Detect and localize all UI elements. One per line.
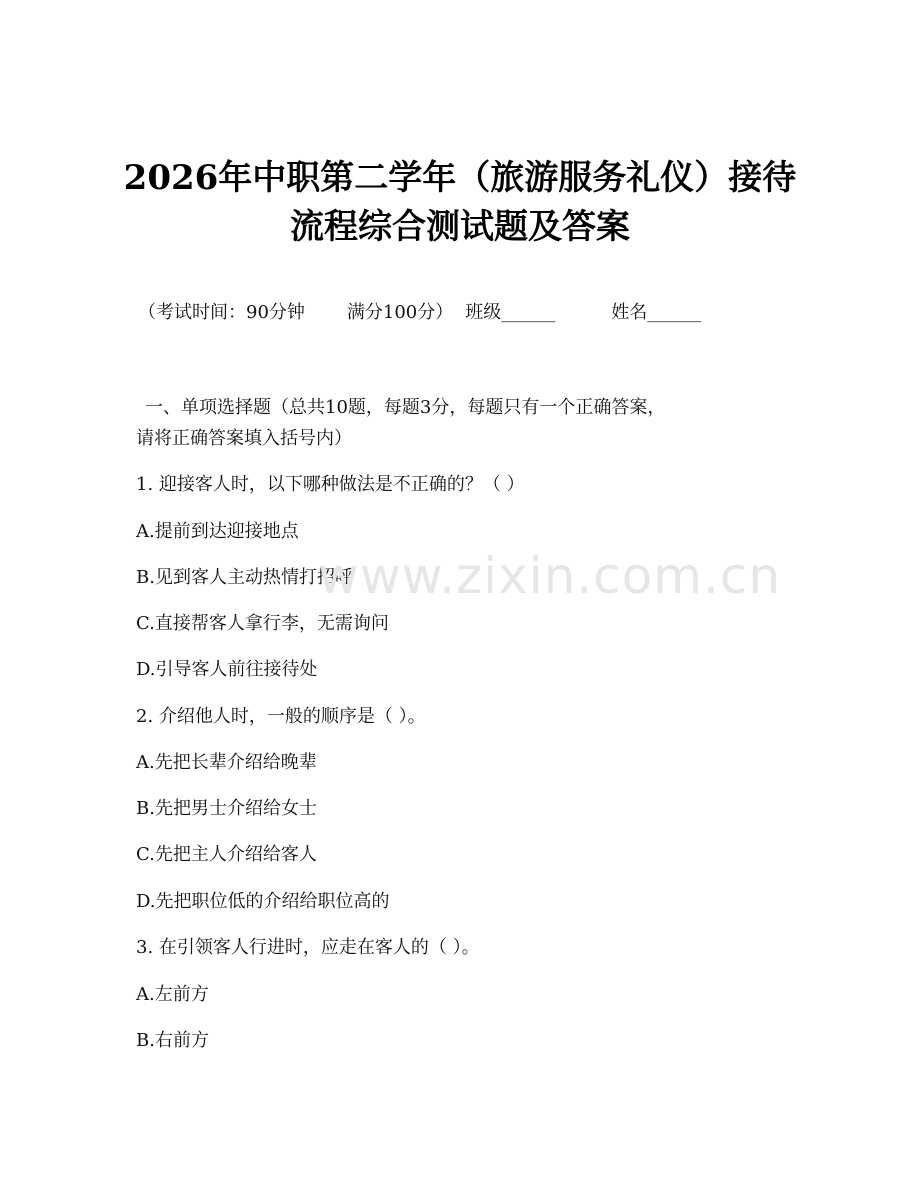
document-title-line2: 流程综合测试题及答案 <box>290 207 630 247</box>
full-score: 满分100分） <box>346 302 454 323</box>
question-2-option-d: D.先把职位低的介绍给职位高的 <box>136 891 390 912</box>
question-2-option-c: C.先把主人介绍给客人 <box>136 844 317 865</box>
question-3-option-a: A.左前方 <box>136 984 209 1005</box>
class-field: 班级______ <box>465 302 556 323</box>
question-1-option-b: B.见到客人主动热情打招呼 <box>136 567 353 588</box>
question-3-option-b: B.右前方 <box>136 1030 209 1051</box>
watermark-text: www.zixin.com.cn <box>318 547 782 605</box>
section-heading-line2: 请将正确答案填入括号内） <box>136 428 352 449</box>
question-3-stem: 3. 在引领客人行进时，应走在客人的（ ）。 <box>136 937 480 958</box>
exam-info-line <box>138 300 701 326</box>
question-2-option-b: B.先把男士介绍给女士 <box>136 798 317 819</box>
question-2-option-a: A.先把长辈介绍给晚辈 <box>136 752 317 773</box>
question-2-stem: 2. 介绍他人时，一般的顺序是（ ）。 <box>136 706 426 727</box>
exam-time: （考试时间：90分钟 <box>138 302 305 323</box>
document-title-line1: 2026年中职第二学年（旅游服务礼仪）接待 <box>123 158 797 198</box>
section-heading-line1: 一、单项选择题（总共10题，每题3分，每题只有一个正确答案， <box>145 397 666 418</box>
name-field: 姓名______ <box>611 302 702 323</box>
question-1-option-d: D.引导客人前往接待处 <box>136 659 318 680</box>
question-1-option-c: C.直接帮客人拿行李，无需询问 <box>136 613 389 634</box>
question-1-option-a: A.提前到达迎接地点 <box>136 521 299 542</box>
question-1-stem: 1. 迎接客人时，以下哪种做法是不正确的？（ ） <box>136 474 525 495</box>
